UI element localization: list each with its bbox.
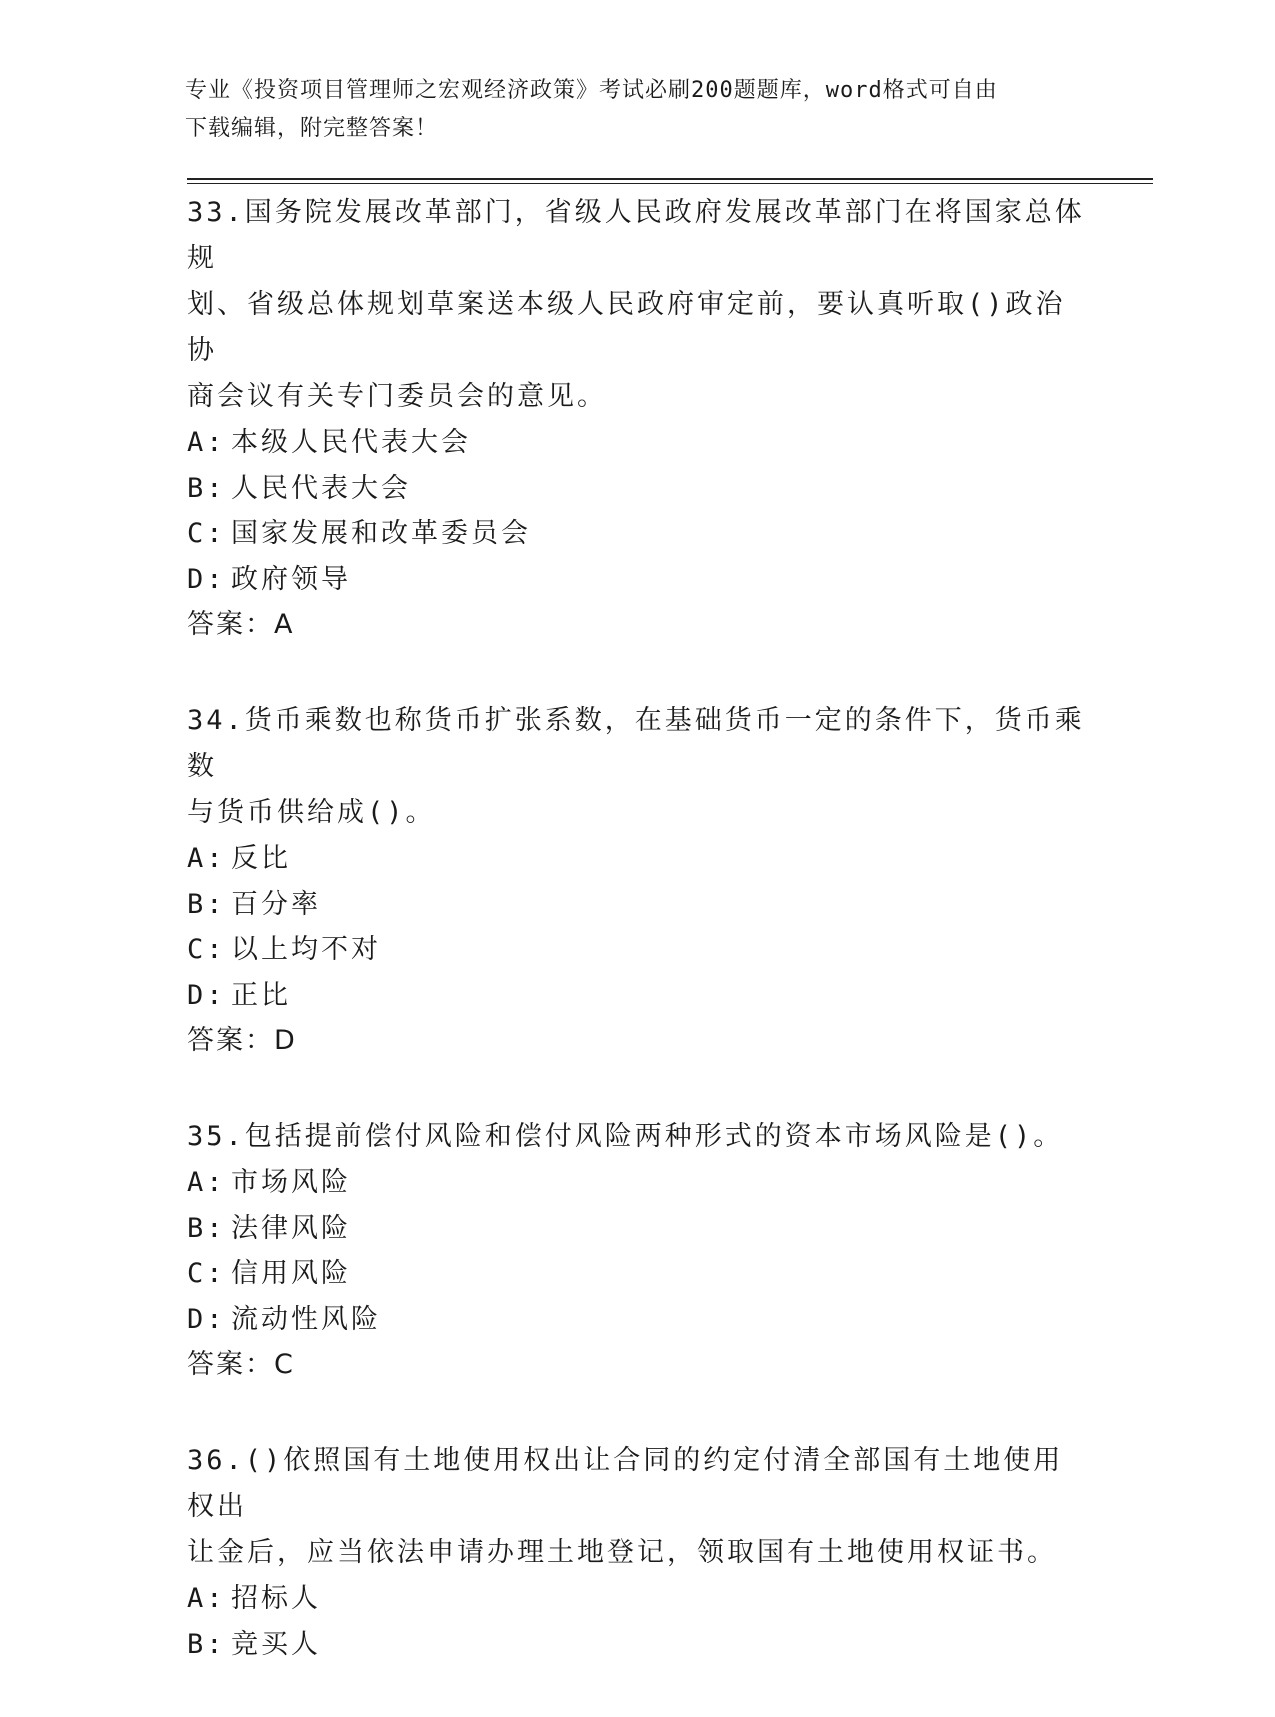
- option-key: B:: [187, 1212, 226, 1244]
- header-rule-thick: [187, 178, 1153, 180]
- option-row: [187, 1160, 1087, 1206]
- question-text-line: 34.货币乘数也称货币扩张系数，在基础货币一定的条件下，货币乘数: [187, 705, 1085, 782]
- option-text: 流动性风险: [231, 1303, 381, 1335]
- option-text: 国家发展和改革委员会: [231, 518, 531, 549]
- question-block: [187, 1114, 1087, 1388]
- option-row: [187, 1622, 1087, 1668]
- option-key: A:: [187, 427, 226, 458]
- option-text: 反比: [231, 843, 291, 874]
- option-row: [187, 466, 1087, 512]
- question-text-line: 让金后，应当依法申请办理土地登记，领取国有土地使用权证书。: [187, 1537, 1057, 1568]
- option-row: [187, 927, 1087, 973]
- option-key: C:: [187, 518, 226, 549]
- option-row: [187, 511, 1087, 557]
- header-line-1: 专业《投资项目管理师之宏观经济政策》考试必刷200题题库，word格式可自由: [185, 78, 998, 103]
- answer-line: 答案：C: [187, 1349, 295, 1380]
- option-row: [187, 836, 1087, 882]
- option-text: 正比: [231, 979, 291, 1011]
- option-key: C:: [187, 934, 226, 965]
- question-text-line: 与货币供给成()。: [187, 797, 436, 828]
- question-block: [187, 1438, 1087, 1667]
- document-header: [185, 72, 1085, 148]
- question-text-line: 商会议有关专门委员会的意见。: [187, 381, 607, 412]
- option-text: 竞买人: [231, 1628, 321, 1660]
- option-key: A:: [187, 1583, 226, 1614]
- answer-line: 答案：A: [187, 609, 295, 640]
- option-text: 本级人民代表大会: [231, 427, 471, 458]
- option-key: C:: [187, 1258, 226, 1289]
- option-row: [187, 973, 1087, 1019]
- option-key: D:: [187, 979, 226, 1011]
- option-row: [187, 1206, 1087, 1252]
- question-block: [187, 190, 1087, 648]
- option-text: 招标人: [231, 1583, 321, 1614]
- option-key: A:: [187, 843, 226, 874]
- option-row: [187, 557, 1087, 603]
- option-key: B:: [187, 472, 226, 504]
- option-key: D:: [187, 563, 226, 595]
- question-text-line: 划、省级总体规划草案送本级人民政府审定前，要认真听取()政治协: [187, 289, 1066, 366]
- option-text: 法律风险: [231, 1212, 351, 1244]
- header-line-2: 下载编辑，附完整答案！: [185, 116, 439, 141]
- question-block: [187, 698, 1087, 1064]
- option-text: 市场风险: [231, 1167, 351, 1198]
- question-text-line: 36.()依照国有土地使用权出让合同的约定付清全部国有土地使用权出: [187, 1445, 1064, 1522]
- option-text: 人民代表大会: [231, 472, 411, 504]
- option-row: [187, 1251, 1087, 1297]
- option-row: [187, 1297, 1087, 1343]
- option-text: 信用风险: [231, 1258, 351, 1289]
- option-key: A:: [187, 1167, 226, 1198]
- question-list: [187, 190, 1087, 1717]
- answer-line: 答案：D: [187, 1025, 297, 1056]
- option-key: B:: [187, 1628, 226, 1660]
- question-text-line: 33.国务院发展改革部门，省级人民政府发展改革部门在将国家总体规: [187, 197, 1085, 274]
- option-key: D:: [187, 1303, 226, 1335]
- option-row: [187, 1576, 1087, 1622]
- header-rule-thin: [187, 183, 1153, 184]
- option-row: [187, 882, 1087, 928]
- option-text: 政府领导: [231, 563, 351, 595]
- option-text: 百分率: [231, 888, 321, 920]
- option-row: [187, 420, 1087, 466]
- question-text-line: 35.包括提前偿付风险和偿付风险两种形式的资本市场风险是()。: [187, 1121, 1064, 1152]
- option-text: 以上均不对: [231, 934, 381, 965]
- option-key: B:: [187, 888, 226, 920]
